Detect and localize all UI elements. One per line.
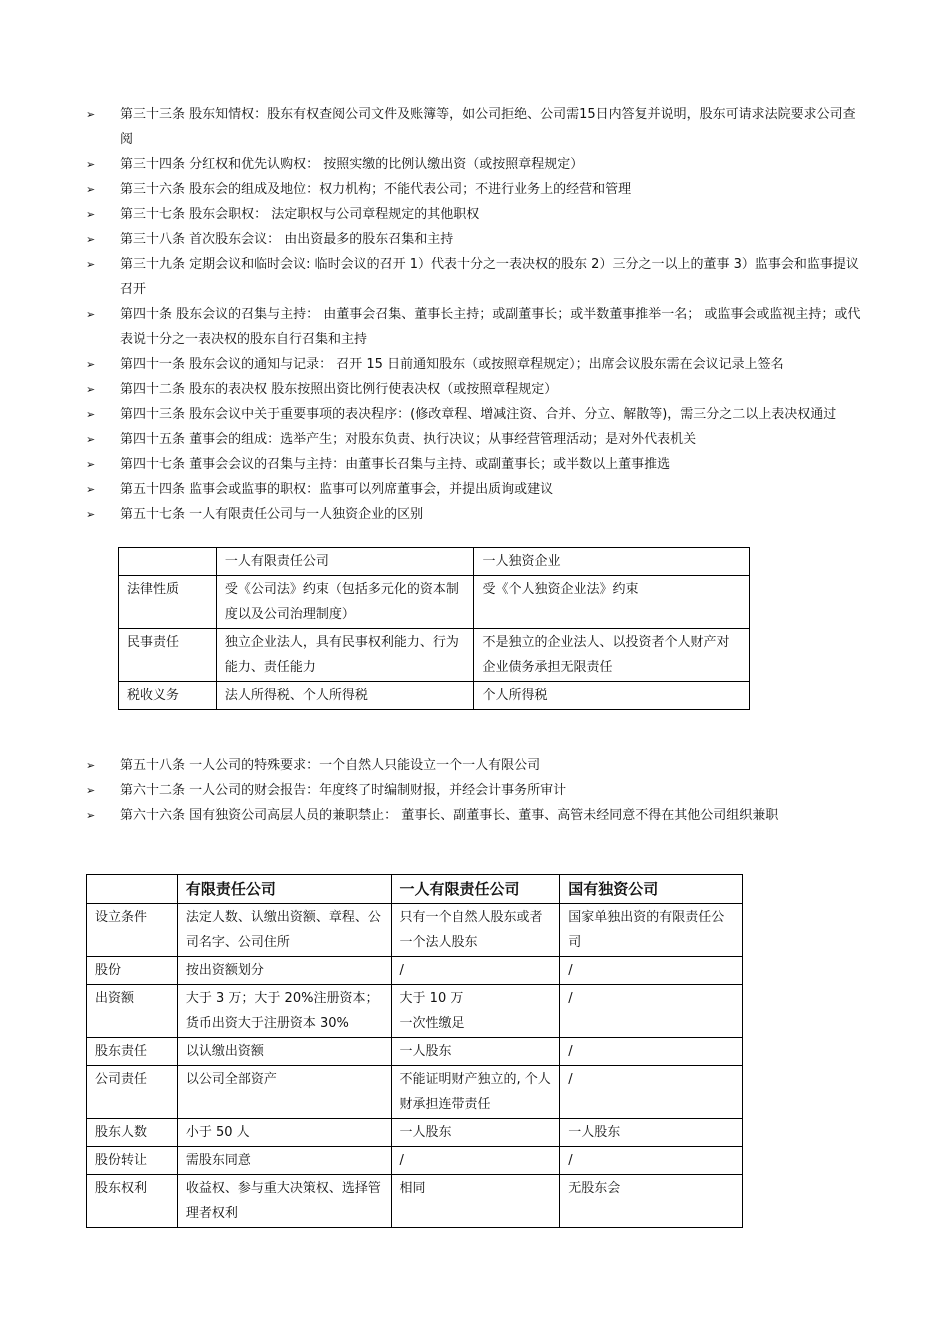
table-cell: /: [560, 1066, 743, 1119]
table-row: [87, 957, 743, 985]
table-row: [87, 1066, 743, 1119]
table-cell: 一人股东: [391, 1038, 560, 1066]
table-cell: 一人独资企业: [474, 548, 750, 576]
table-cell: 需股东同意: [177, 1147, 391, 1175]
list-item: [86, 427, 868, 452]
table-cell: 一人有限责任公司: [391, 875, 560, 904]
table-cell: 只有一个自然人股东或者一个法人股东: [391, 904, 560, 957]
company-type-comparison-table: [86, 874, 743, 1228]
table-cell: 受《公司法》约束（包括多元化的资本制度以及公司治理制度）: [216, 576, 474, 629]
list-item-text: 第六十二条 一人公司的财会报告：年度终了时编制财报，并经会计事务所审计: [120, 783, 567, 798]
arrow-bullet-icon: ➢: [86, 183, 96, 196]
table-cell: 小于 50 人: [177, 1119, 391, 1147]
list-item: [86, 377, 868, 402]
list-item: [86, 502, 868, 527]
table-row: [119, 629, 750, 682]
list-item-text: 第五十四条 监事会或监事的职权：监事可以列席董事会，并提出质询或建议: [120, 482, 554, 497]
list-item: [86, 177, 868, 202]
arrow-bullet-icon: ➢: [86, 784, 96, 797]
table-cell: /: [391, 1147, 560, 1175]
table-header-row: [119, 548, 750, 576]
arrow-bullet-icon: ➢: [86, 158, 96, 171]
table-cell: 以认缴出资额: [177, 1038, 391, 1066]
arrow-bullet-icon: ➢: [86, 358, 96, 371]
table-cell: /: [560, 1147, 743, 1175]
table-cell: 大于 3 万；大于 20%注册资本；货币出资大于注册资本 30%: [177, 985, 391, 1038]
list-item: [86, 778, 868, 803]
table-cell: 不能证明财产独立的, 个人财承担连带责任: [391, 1066, 560, 1119]
comparison-table-one-person: [118, 547, 750, 710]
table-cell: 按出资额划分: [177, 957, 391, 985]
table-row: [87, 904, 743, 957]
table-cell: 法定人数、认缴出资额、章程、公司名字、公司住所: [177, 904, 391, 957]
list-item-text: 第四十七条 董事会会议的召集与主持：由董事长召集与主持、或副董事长；或半数以上董事推选: [120, 457, 671, 472]
table-cell: 税收义务: [119, 682, 217, 710]
arrow-bullet-icon: ➢: [86, 408, 96, 421]
list-item: [86, 402, 868, 427]
table-row: [119, 682, 750, 710]
arrow-bullet-icon: ➢: [86, 433, 96, 446]
list-item: [86, 202, 868, 227]
table-cell: /: [560, 985, 743, 1038]
table-row: [119, 576, 750, 629]
arrow-bullet-icon: ➢: [86, 809, 96, 822]
table-cell: 一人股东: [560, 1119, 743, 1147]
table-cell: [87, 875, 178, 904]
table-cell: 设立条件: [87, 904, 178, 957]
table-cell: 收益权、参与重大决策权、选择管理者权利: [177, 1175, 391, 1228]
list-item-text: 第五十八条 一人公司的特殊要求：一个自然人只能设立一个一人有限公司: [120, 758, 541, 773]
arrow-bullet-icon: ➢: [86, 233, 96, 246]
list-item-text: 第三十三条 股东知情权：股东有权查阅公司文件及账簿等，如公司拒绝、公司需15日内答复并说明，股东可请求法院要求公司查阅: [120, 107, 856, 147]
table-cell: [119, 548, 217, 576]
table-cell: 一人股东: [391, 1119, 560, 1147]
table-cell: 法律性质: [119, 576, 217, 629]
table-cell: 法人所得税、个人所得税: [216, 682, 474, 710]
table-cell: /: [560, 957, 743, 985]
table-row: [87, 1119, 743, 1147]
list-item: [86, 252, 868, 302]
arrow-bullet-icon: ➢: [86, 759, 96, 772]
table-cell: 有限责任公司: [177, 875, 391, 904]
table-cell: 相同: [391, 1175, 560, 1228]
list-item-text: 第五十七条 一人有限责任公司与一人独资企业的区别: [120, 507, 424, 522]
table-cell: /: [560, 1038, 743, 1066]
table-cell: 出资额: [87, 985, 178, 1038]
list-item-text: 第四十条 股东会议的召集与主持： 由董事会召集、董事长主持；或副董事长；或半数董事推举一名； 或监事会或监视主持；或代表说十分之一表决权的股东自行召集和主持: [120, 307, 861, 347]
list-item: [86, 477, 868, 502]
list-item: [86, 102, 868, 152]
table-cell: 民事责任: [119, 629, 217, 682]
table-cell: 受《个人独资企业法》约束: [474, 576, 750, 629]
list-item: [86, 152, 868, 177]
arrow-bullet-icon: ➢: [86, 208, 96, 221]
table-row: [87, 1175, 743, 1228]
table-cell: /: [391, 957, 560, 985]
arrow-bullet-icon: ➢: [86, 383, 96, 396]
list-item-text: 第三十七条 股东会职权： 法定职权与公司章程规定的其他职权: [120, 207, 480, 222]
arrow-bullet-icon: ➢: [86, 458, 96, 471]
table-row: [87, 985, 743, 1038]
list-item-text: 第四十一条 股东会议的通知与记录： 召开 15 日前通知股东（或按照章程规定）；出席会议股东需在会议记录上签名: [120, 357, 784, 372]
table-cell: 股东权利: [87, 1175, 178, 1228]
list-item-text: 第三十八条 首次股东会议： 由出资最多的股东召集和主持: [120, 232, 454, 247]
arrow-bullet-icon: ➢: [86, 508, 96, 521]
article-list-1: [86, 102, 868, 527]
list-item: [86, 452, 868, 477]
table-cell: 大于 10 万 一次性缴足: [391, 985, 560, 1038]
list-item-text: 第四十五条 董事会的组成：选举产生；对股东负责、执行决议；从事经营管理活动；是对外代表机关: [120, 432, 697, 447]
arrow-bullet-icon: ➢: [86, 308, 96, 321]
table-cell: 不是独立的企业法人、以投资者个人财产对企业债务承担无限责任: [474, 629, 750, 682]
list-item: [86, 352, 868, 377]
table-cell: 公司责任: [87, 1066, 178, 1119]
table-cell: 国有独资公司: [560, 875, 743, 904]
table-cell: 股东人数: [87, 1119, 178, 1147]
list-item: [86, 753, 868, 778]
table-cell: 独立企业法人，具有民事权利能力、行为能力、责任能力: [216, 629, 474, 682]
arrow-bullet-icon: ➢: [86, 483, 96, 496]
table-cell: 以公司全部资产: [177, 1066, 391, 1119]
arrow-bullet-icon: ➢: [86, 258, 96, 271]
arrow-bullet-icon: ➢: [86, 108, 96, 121]
list-item-text: 第四十三条 股东会议中关于重要事项的表决程序：(修改章程、增减注资、合并、分立、解散等)，需三分之二以上表决权通过: [120, 407, 837, 422]
list-item: [86, 227, 868, 252]
list-item: [86, 803, 868, 828]
table-cell: 股份转让: [87, 1147, 178, 1175]
list-item-text: 第三十四条 分红权和优先认购权： 按照实缴的比例认缴出资（或按照章程规定）: [120, 157, 584, 172]
list-item: [86, 302, 868, 352]
table-cell: 股份: [87, 957, 178, 985]
list-item-text: 第六十六条 国有独资公司高层人员的兼职禁止： 董事长、副董事长、董事、高管未经同意不得在其他公司组织兼职: [120, 808, 779, 823]
table-cell: 个人所得税: [474, 682, 750, 710]
table-cell: 国家单独出资的有限责任公司: [560, 904, 743, 957]
table-cell: 一人有限责任公司: [216, 548, 474, 576]
table-header-row: [87, 875, 743, 904]
list-item-text: 第三十九条 定期会议和临时会议: 临时会议的召开 1）代表十分之一表决权的股东 2）三分之一以上的董事 3）监事会和监事提议召开: [120, 257, 859, 297]
table-row: [87, 1147, 743, 1175]
list-item-text: 第四十二条 股东的表决权 股东按照出资比例行使表决权（或按照章程规定）: [120, 382, 558, 397]
table-row: [87, 1038, 743, 1066]
article-list-2: [86, 753, 868, 828]
table-cell: 股东责任: [87, 1038, 178, 1066]
list-item-text: 第三十六条 股东会的组成及地位：权力机构；不能代表公司；不进行业务上的经营和管理: [120, 182, 632, 197]
table-cell: 无股东会: [560, 1175, 743, 1228]
